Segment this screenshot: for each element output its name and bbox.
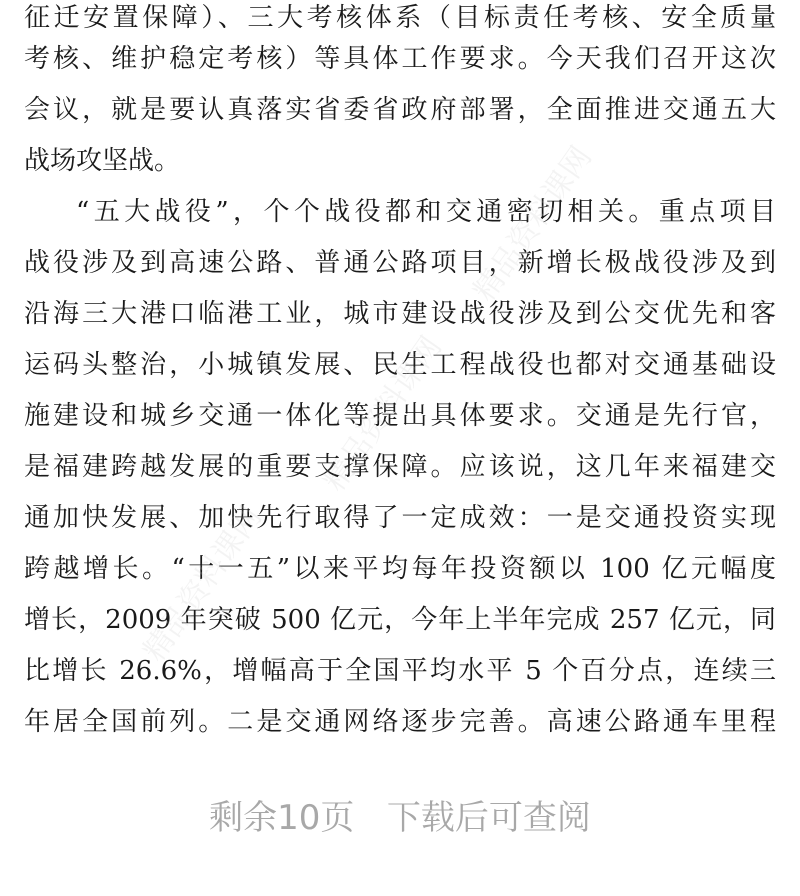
text-line-10: 是福建跨越发展的重要支撑保障。应该说，这几年来福建交 — [24, 452, 776, 482]
text-line-2: 考核、维护稳定考核）等具体工作要求。今天我们召开这次 — [24, 44, 776, 74]
text-line-1: 征迁安置保障）、三大考核体系（目标责任考核、安全质量 — [24, 3, 776, 33]
text-line-3: 会议，就是要认真落实省委省政府部署，全面推进交通五大 — [24, 95, 776, 125]
text-line-5: “五大战役”，个个战役都和交通密切相关。重点项目 — [76, 197, 776, 227]
text-line-9: 施建设和城乡交通一体化等提出具体要求。交通是先行官， — [24, 401, 776, 431]
text-line-15: 年居全国前列。二是交通网络逐步完善。高速公路通车里程 — [24, 707, 776, 737]
watermark: 精品资料课网 — [136, 500, 269, 668]
text-line-7: 沿海三大港口临港工业，城市建设战役涉及到公交优先和客 — [24, 299, 776, 329]
text-line-14: 比增长 26.6%，增幅高于全国平均水平 5 个百分点，连续三 — [24, 656, 776, 686]
text-line-12: 跨越增长。“十一五”以来平均每年投资额以 100 亿元幅度 — [24, 554, 776, 584]
remaining-pages-notice: 剩余10页 下载后可查阅 — [209, 798, 591, 838]
text-line-6: 战役涉及到高速公路、普通公路项目，新增长极战役涉及到 — [24, 248, 776, 278]
watermark: 精品资料课网 — [466, 140, 599, 308]
text-line-4: 战场攻坚战。 — [24, 146, 181, 176]
text-line-11: 通加快发展、加快先行取得了一定成效：一是交通投资实现 — [24, 503, 776, 533]
watermark: 精品资料课网 — [316, 330, 449, 498]
text-line-13: 增长，2009 年突破 500 亿元，今年上半年完成 257 亿元，同 — [24, 605, 776, 635]
text-line-8: 运码头整治，小城镇发展、民生工程战役也都对交通基础设 — [24, 350, 776, 380]
